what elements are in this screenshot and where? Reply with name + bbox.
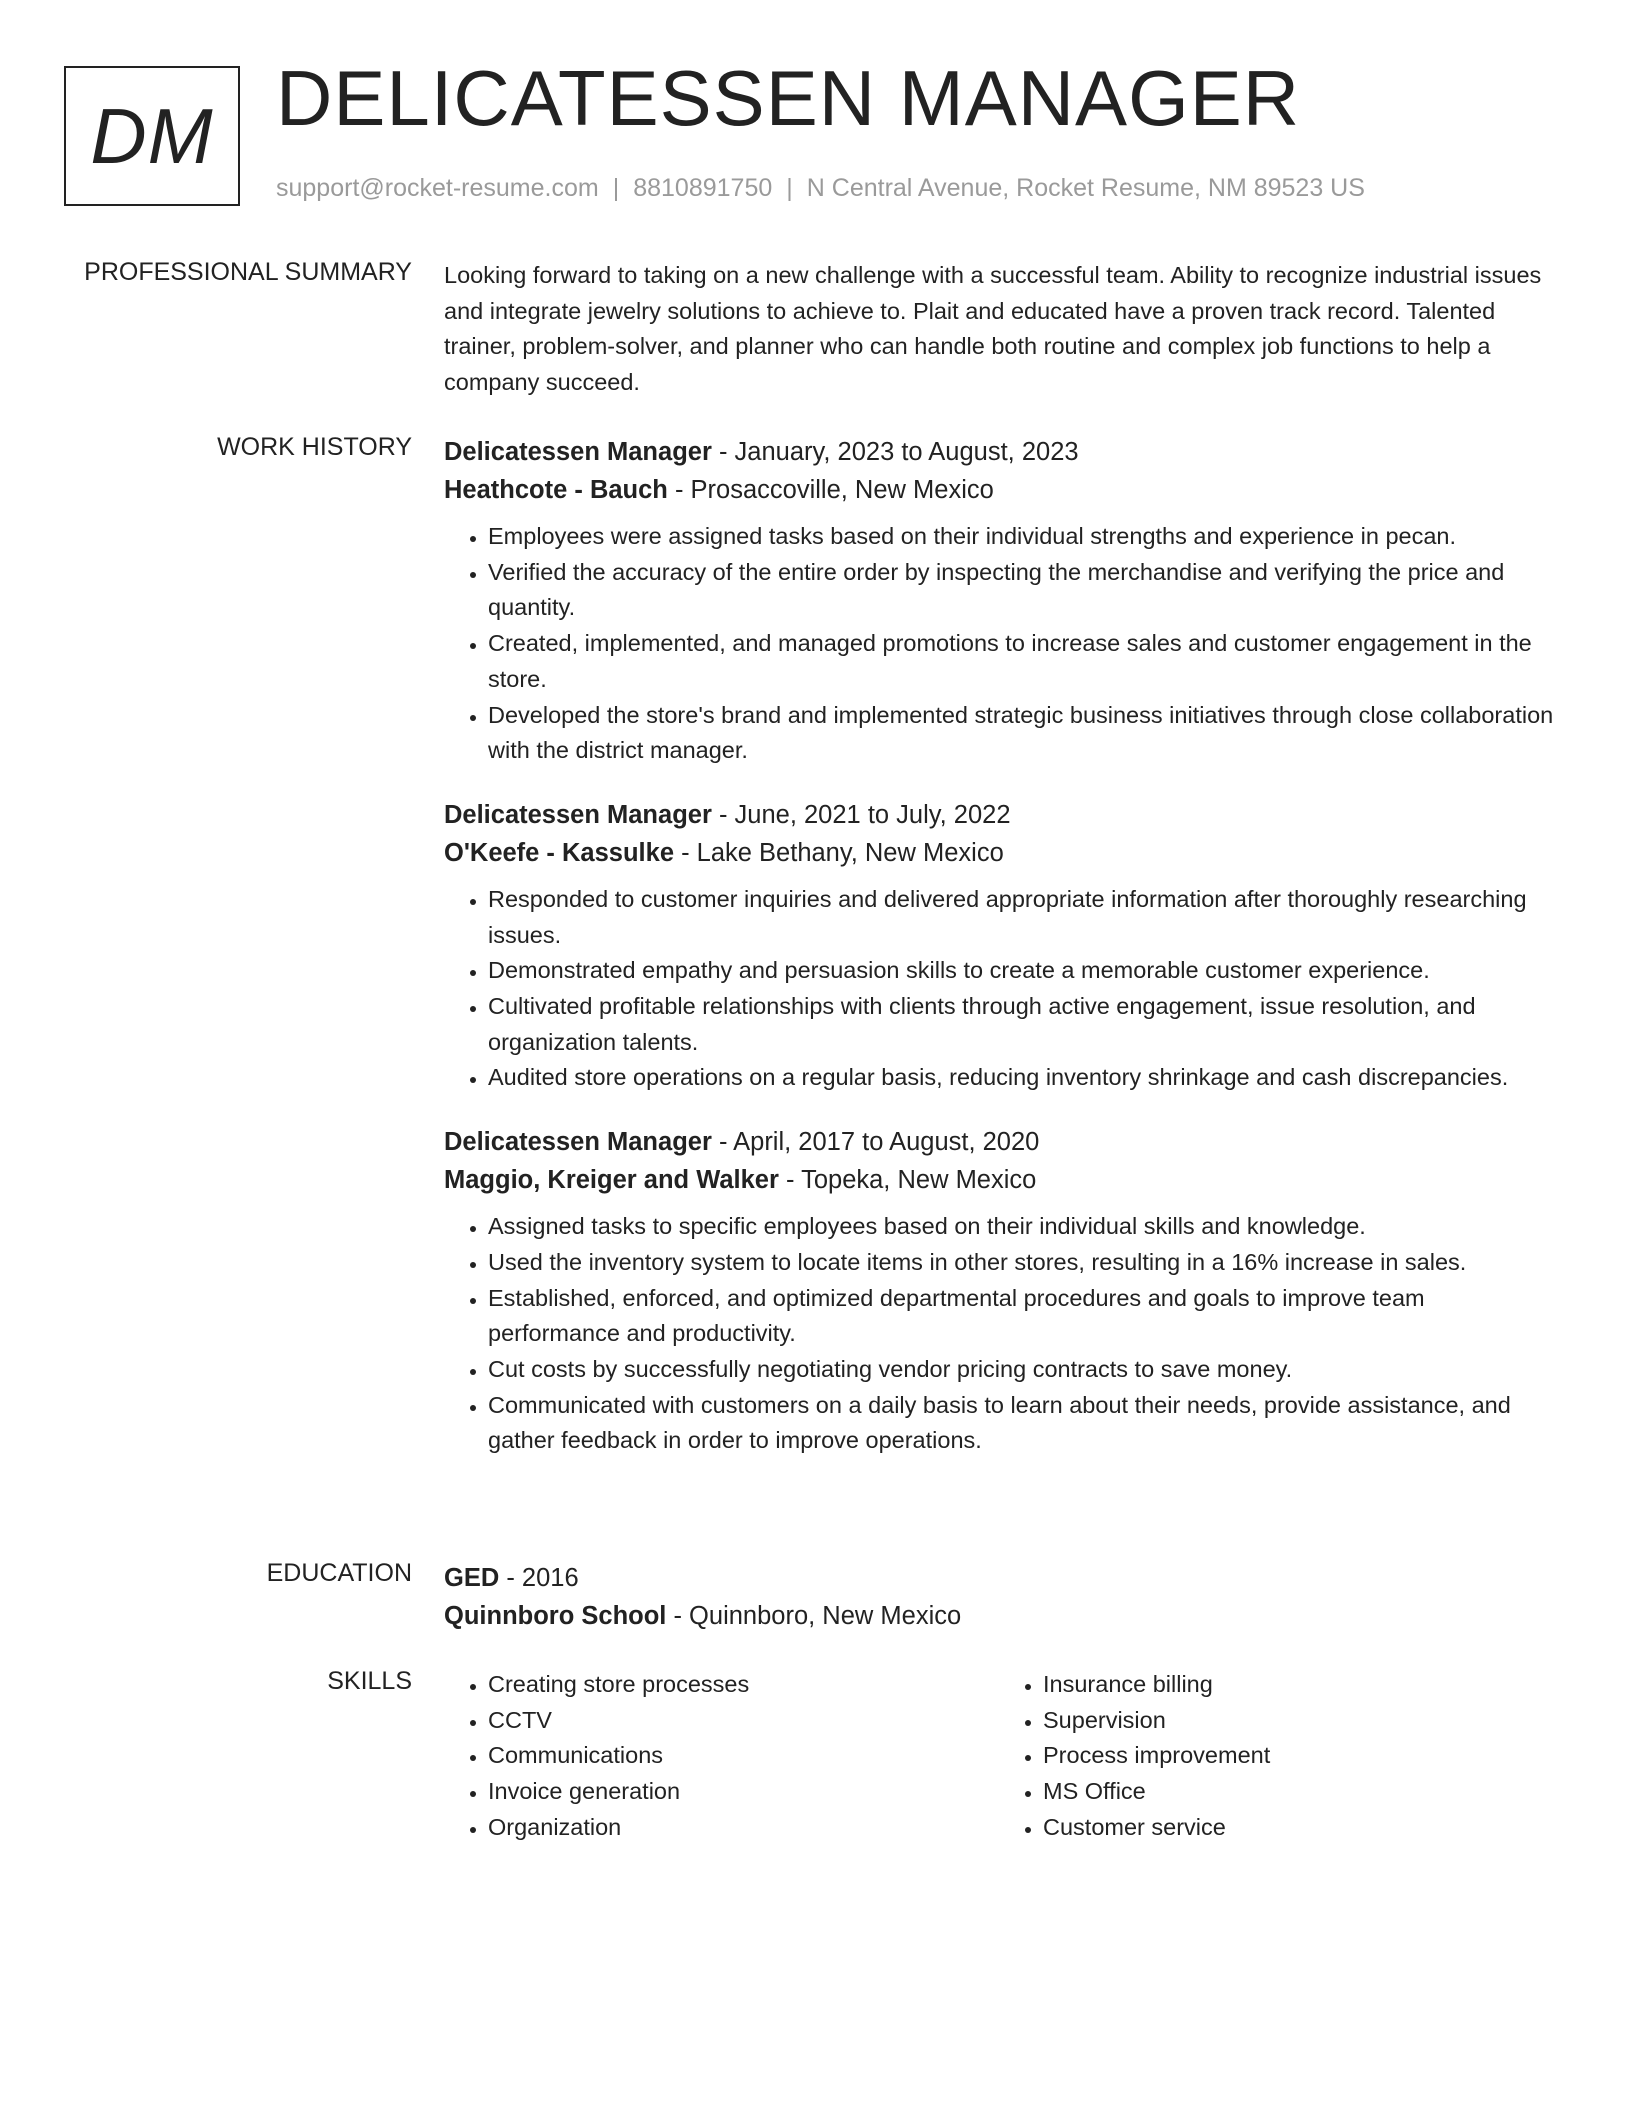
skill-item: • Organization xyxy=(488,1810,999,1846)
skills-body xyxy=(444,1667,1554,1846)
monogram-initials: DM xyxy=(90,91,214,180)
education-degree: GED xyxy=(444,1564,500,1592)
job-company-line xyxy=(444,1161,1554,1199)
education-degree-line xyxy=(444,1559,1554,1597)
contact-address: N Central Avenue, Rocket Resume, NM 89523 US xyxy=(806,174,1365,202)
section-title-skills: SKILLS xyxy=(327,1667,412,1695)
skill-item: • Supervision xyxy=(1043,1703,1554,1739)
skill-item: • Invoice generation xyxy=(488,1774,999,1810)
skill-item: • Customer service xyxy=(1043,1810,1554,1846)
job-bullet: • Assigned tasks to specific employees based on their individual skills and knowledge. xyxy=(488,1209,1554,1245)
job-bullet: • Audited store operations on a regular basis, reducing inventory shrinkage and cash discrepancies. xyxy=(488,1060,1554,1096)
job-role: Delicatessen Manager xyxy=(444,800,712,829)
section-title-work: WORK HISTORY xyxy=(217,433,412,461)
job-dates: - June, 2021 to July, 2022 xyxy=(711,800,1011,829)
job-bullet: • Employees were assigned tasks based on their individual strengths and experience in pecan. xyxy=(488,519,1554,555)
job-bullets xyxy=(444,519,1554,769)
summary-body xyxy=(444,258,1554,400)
work-history-body xyxy=(444,433,1554,1486)
job-location: - Topeka, New Mexico xyxy=(778,1166,1037,1195)
job-bullet: • Used the inventory system to locate items in other stores, resulting in a 16% increase in sales. xyxy=(488,1245,1554,1281)
contact-separator: | xyxy=(786,174,793,202)
resume-title: DELICATESSEN MANAGER xyxy=(276,54,1301,142)
section-title-summary: PROFESSIONAL SUMMARY xyxy=(84,258,412,286)
job-bullet: • Established, enforced, and optimized departmental procedures and goals to improve team performance and productivity. xyxy=(488,1281,1554,1352)
job-location: - Lake Bethany, New Mexico xyxy=(674,838,1004,867)
skill-item: • Insurance billing xyxy=(1043,1667,1554,1703)
contact-separator: | xyxy=(612,174,620,202)
job-company-line xyxy=(444,471,1554,509)
skill-item: • Communications xyxy=(488,1738,999,1774)
section-title-education: EDUCATION xyxy=(266,1559,412,1587)
job-location: - Prosaccoville, New Mexico xyxy=(667,476,994,504)
job-company: O'Keefe - Kassulke xyxy=(444,838,674,867)
job-dates: - January, 2023 to August, 2023 xyxy=(711,438,1079,466)
contact-line xyxy=(276,174,1365,203)
summary-text: Looking forward to taking on a new challenge with a successful team. Ability to recognize industrial issues and integrate jewelry solutions to achieve to. Plait and educated have a proven track record. Talented trainer, problem-solver, and planner who can handle both routine and complex job functions to help a company succeed. xyxy=(444,262,1542,395)
job-title-line xyxy=(444,796,1554,834)
job-bullet: • Verified the accuracy of the entire order by inspecting the merchandise and verifying the price and quantity. xyxy=(488,555,1554,626)
job-bullet: • Developed the store's brand and implemented strategic business initiatives through close collaboration with the district manager. xyxy=(488,698,1554,769)
job-bullet: • Cultivated profitable relationships with clients through active engagement, issue resolution, and organization talents. xyxy=(488,989,1554,1060)
education-school-line xyxy=(444,1597,1554,1635)
job-bullet: • Responded to customer inquiries and delivered appropriate information after thoroughly researching issues. xyxy=(488,882,1554,953)
job-bullets xyxy=(444,882,1554,1096)
job-company-line xyxy=(444,834,1554,872)
job-bullet: • Demonstrated empathy and persuasion skills to create a memorable customer experience. xyxy=(488,953,1554,989)
education-body xyxy=(444,1559,1554,1635)
education-school: Quinnboro School xyxy=(444,1602,667,1630)
job-company: Heathcote - Bauch xyxy=(444,476,668,504)
skill-item: • Process improvement xyxy=(1043,1738,1554,1774)
job-bullets xyxy=(444,1209,1554,1459)
job-title-line xyxy=(444,433,1554,471)
job-entry xyxy=(444,796,1554,1096)
job-entry xyxy=(444,433,1554,769)
skill-item: • CCTV xyxy=(488,1703,999,1739)
contact-phone: 8810891750 xyxy=(633,174,773,202)
skill-item: • Creating store processes xyxy=(488,1667,999,1703)
job-role: Delicatessen Manager xyxy=(444,438,712,466)
contact-email: support@rocket-resume.com xyxy=(276,174,599,202)
education-year: - 2016 xyxy=(499,1564,579,1592)
job-bullet: • Cut costs by successfully negotiating vendor pricing contracts to save money. xyxy=(488,1352,1554,1388)
education-location: - Quinnboro, New Mexico xyxy=(666,1602,962,1630)
monogram-box xyxy=(64,66,240,206)
job-title-line xyxy=(444,1123,1554,1161)
skills-list-right xyxy=(999,1667,1554,1846)
job-role: Delicatessen Manager xyxy=(444,1128,712,1157)
job-dates: - April, 2017 to August, 2020 xyxy=(711,1128,1040,1157)
job-entry xyxy=(444,1123,1554,1459)
job-bullet: • Communicated with customers on a daily basis to learn about their needs, provide assistance, and gather feedback in order to improve operations. xyxy=(488,1388,1554,1459)
skills-list-left xyxy=(444,1667,999,1846)
job-bullet: • Created, implemented, and managed promotions to increase sales and customer engagement in the store. xyxy=(488,626,1554,697)
skills-columns xyxy=(444,1667,1554,1846)
job-company: Maggio, Kreiger and Walker xyxy=(444,1166,779,1195)
skill-item: • MS Office xyxy=(1043,1774,1554,1810)
